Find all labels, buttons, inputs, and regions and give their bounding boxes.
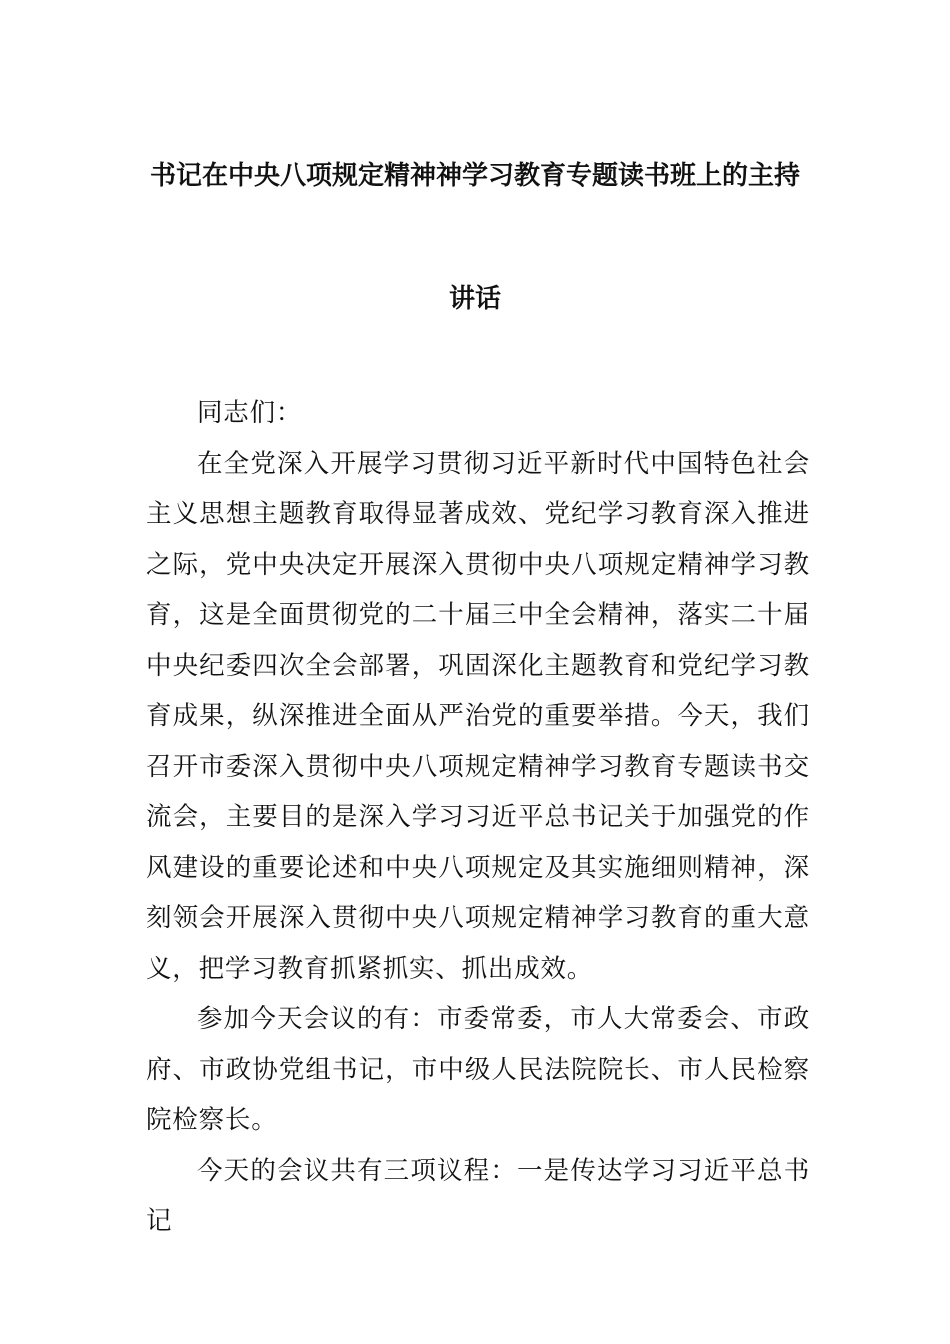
salutation-paragraph: 同志们： — [197, 398, 303, 428]
body-paragraph: 参加今天会议的有：市委常委，市人大常委会、市政府、市政协党组书记，市中级人民法院院长、市人民检察院检察长。 — [146, 1004, 810, 1135]
body-paragraph: 今天的会议共有三项议程：一是传达学习习近平总书记 — [146, 1155, 810, 1236]
document-title-line-1: 书记在中央八项规定精神神学习教育专题读书班上的主持 — [149, 161, 800, 191]
document-body — [146, 388, 810, 1247]
body-paragraph: 在全党深入开展学习贯彻习近平新时代中国特色社会主义思想主题教育取得显著成效、党纪学习教育深入推进之际，党中央决定开展深入贯彻中央八项规定精神学习教育，这是全面贯彻党的二十届三中全会精神，落实二十届中央纪委四次全会部署，巩固深化主题教育和党纪学习教育成果，纵深推进全面从严治党的重要举措。今天，我们召开市委深入贯彻中央八项规定精神学习教育专题读书交流会，主要目的是深入学习习近平总书记关于加强党的作风建设的重要论述和中央八项规定及其实施细则精神，深刻领会开展深入贯彻中央八项规定精神学习教育的重大意义，把学习教育抓紧抓实、抓出成效。 — [146, 448, 810, 984]
document-title-line-2: 讲话 — [448, 284, 501, 314]
